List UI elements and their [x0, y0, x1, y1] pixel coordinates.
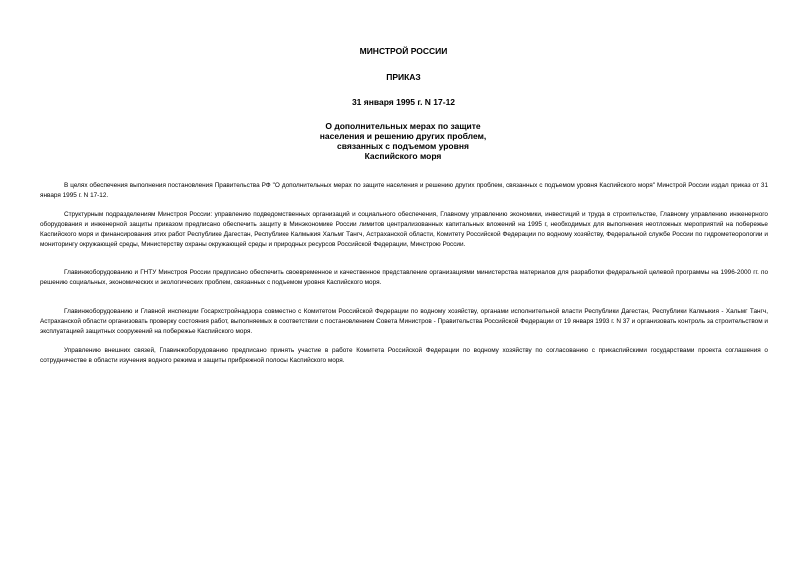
paragraph-external-relations: Управлению внешних связей, Главинжоборудованию предписано принять участие в работе Комитета Российской Федерации по водному хозяйству по согласованию с прикаспийскими государствами проекта соглашения о сотрудничестве в области изучения водного режима и защиты прибрежной полосы Каспийского моря. [40, 347, 768, 364]
document-type-heading: ПРИКАЗ [386, 72, 421, 82]
subject-line: О дополнительных мерах по защите [325, 121, 481, 131]
ministry-heading: МИНСТРОЙ РОССИИ [359, 46, 448, 56]
order-subject [253, 121, 553, 161]
date-number-heading: 31 января 1995 г. N 17-12 [351, 97, 456, 107]
subject-line: населения и решению других проблем, [319, 131, 487, 141]
paragraph-structural-units: Структурным подразделениям Минстроя России: управлению подведомственных организаций и социального обеспечения, Главному управлению экономики, инвестиций и труда в строительстве, Главному управлению инженерного оборудования и инженерной защиты приказом предписано обеспечить защиту в Минэкономике России лимитов централизованных капитальных вложений на 1995 г, необходимых для выполнения неотложных мероприятий на побережье Каспийского моря и финансирования этих работ Республике Дагестан, Республике Калмыкия Хальмг Тангч, Астраханской области, Комитету Российской Федерации по водному хозяйству, Федеральной службе России по гидрометеорологии и мониторингу окружающей среды, Министерству охраны окружающей среды и природных ресурсов Российской Федерации, Минстрою России. [40, 211, 768, 248]
paragraph-intro: В целях обеспечения выполнения постановления Правительства РФ "О дополнительных мерах по защите населения и решению других проблем, связанных с подъемом уровня Каспийского моря" Минстрой России издал приказ от 31 января 1995 г. N 17-12. [40, 182, 768, 199]
paragraph-inspection: Главинжоборудованию и Главной инспекции Госархстройнадзора совместно с Комитетом Российской Федерации по водному хозяйству, органами исполнительной власти Республики Дагестан, Республики Калмыкия - Хальмг Тангч, Астраханской области организовать проверку состояния работ, выполняемых в соответствии с постановлением Совета Министров - Правительства Российской Федерации от 19 января 1993 г. N 37 и организовать контроль за строительством и эксплуатацией защитных сооружений на побережье Каспийского моря. [40, 308, 768, 335]
paragraph-federal-program: Главинжоборудованию и ГНТУ Минстроя России предписано обеспечить своевременное и качественное представление организациями министерства материалов для разработки федеральной целевой программы на 1996-2000 гг. по решению социальных, экономических и экологических проблем, связанных с подъемом уровня Каспийского моря. [40, 269, 768, 286]
subject-line: связанных с подъемом уровня [337, 141, 469, 151]
subject-line: Каспийского моря [364, 151, 442, 161]
